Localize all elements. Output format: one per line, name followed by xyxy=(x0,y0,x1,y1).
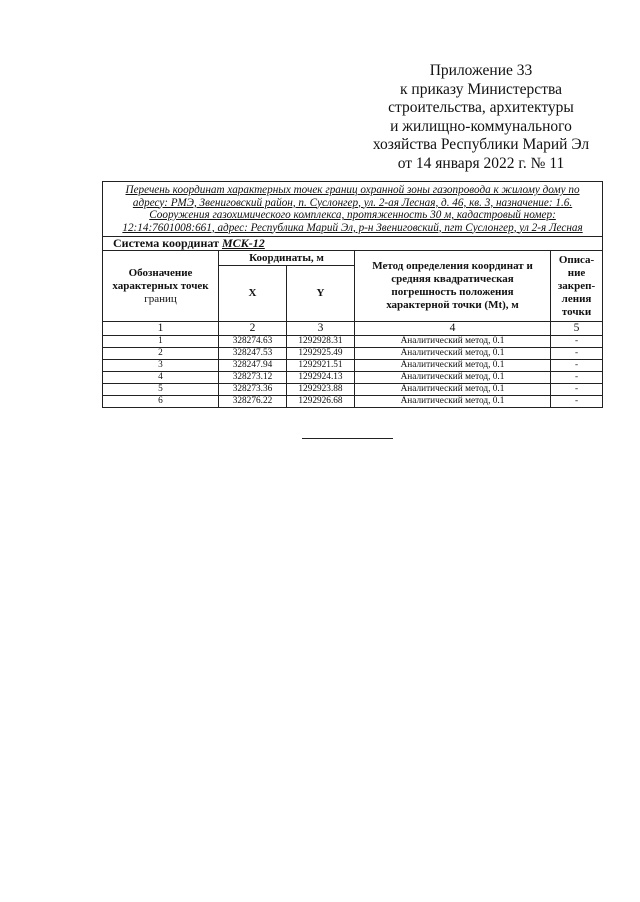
column-number: 2 xyxy=(219,322,287,336)
method-cell: Аналитический метод, 0.1 xyxy=(355,384,551,396)
coordinate-system-label: Система координат xyxy=(113,236,219,250)
header-text: Обозначение xyxy=(128,266,193,279)
y-cell: 1292928.31 xyxy=(287,336,355,348)
table-row xyxy=(103,336,603,348)
y-cell: 1292926.68 xyxy=(287,396,355,408)
coordinate-system xyxy=(103,237,603,251)
column-number: 4 xyxy=(355,322,551,336)
header-line: строительства, архитектуры xyxy=(388,99,574,117)
coords-header: Координаты, м xyxy=(219,251,355,266)
fixing-cell: - xyxy=(551,384,603,396)
header-text: Метод определения координат и xyxy=(372,260,533,272)
header-text: ления xyxy=(561,292,592,305)
table-row xyxy=(103,348,603,360)
header-row xyxy=(103,251,603,266)
x-cell: 328273.36 xyxy=(219,384,287,396)
y-cell: 1292921.51 xyxy=(287,360,355,372)
header-line: и жилищно-коммунального xyxy=(390,117,572,135)
x-cell: 328247.94 xyxy=(219,360,287,372)
method-cell: Аналитический метод, 0.1 xyxy=(355,336,551,348)
coordinate-system-value: МСК-12 xyxy=(221,236,265,250)
x-header: X xyxy=(219,266,287,322)
header-text: закреп- xyxy=(557,279,596,292)
caption-line: Перечень координат характерных точек границ охранной зоны газопровода к жилому дому по xyxy=(125,184,580,196)
y-cell: 1292924.13 xyxy=(287,372,355,384)
fixing-header xyxy=(551,251,603,322)
x-cell: 328273.12 xyxy=(219,372,287,384)
method-cell: Аналитический метод, 0.1 xyxy=(355,372,551,384)
header-text: точки xyxy=(561,305,592,318)
column-number: 5 xyxy=(551,322,603,336)
header-text: характерных точек xyxy=(112,279,209,292)
point-cell: 6 xyxy=(103,396,219,408)
fixing-cell: - xyxy=(551,336,603,348)
method-cell: Аналитический метод, 0.1 xyxy=(355,360,551,372)
y-cell: 1292925.49 xyxy=(287,348,355,360)
x-cell: 328274.63 xyxy=(219,336,287,348)
table-row xyxy=(103,384,603,396)
method-header xyxy=(355,251,551,322)
coordinate-system-row xyxy=(103,237,603,251)
caption-line: 12:14:7601008:661, адрес: Республика Марий Эл, р-н Звениговский, пгт Суслонгер, ул 2-я Лесная xyxy=(122,221,583,234)
column-number-row xyxy=(103,322,603,336)
method-cell: Аналитический метод, 0.1 xyxy=(355,396,551,408)
point-cell: 1 xyxy=(103,336,219,348)
fixing-cell: - xyxy=(551,372,603,384)
column-number: 1 xyxy=(103,322,219,336)
caption-line: адресу: РМЭ, Звениговский район, п. Суслонгер, ул. 2-ая Лесная, д. 46, кв. 3, назначение: 1.6. xyxy=(132,196,573,209)
table-caption-row xyxy=(103,182,603,237)
table-row xyxy=(103,360,603,372)
point-cell: 2 xyxy=(103,348,219,360)
method-cell: Аналитический метод, 0.1 xyxy=(355,348,551,360)
caption-line: Сооружения газохимического комплекса, протяженность 30 м, кадастровый номер: xyxy=(149,209,556,221)
header-text: характерной точки (Mt), м xyxy=(386,299,519,311)
x-cell: 328276.22 xyxy=(219,396,287,408)
table-caption xyxy=(103,182,603,237)
header-line: от 14 января 2022 г. № 11 xyxy=(397,154,565,172)
y-header: Y xyxy=(287,266,355,322)
table-row xyxy=(103,372,603,384)
header-text: Описа- xyxy=(558,253,595,266)
header-line: к приказу Министерства xyxy=(400,80,562,98)
appendix-header xyxy=(366,62,596,174)
header-line: Приложение 33 xyxy=(429,62,533,79)
end-of-document-rule xyxy=(302,438,393,439)
point-cell: 5 xyxy=(103,384,219,396)
x-cell: 328247.53 xyxy=(219,348,287,360)
point-cell: 4 xyxy=(103,372,219,384)
header-line: хозяйства Республики Марий Эл xyxy=(372,136,590,154)
fixing-cell: - xyxy=(551,396,603,408)
coordinates-table xyxy=(102,181,603,408)
header-text: средняя квадратическая xyxy=(391,273,514,285)
column-number: 3 xyxy=(287,322,355,336)
point-header xyxy=(103,251,219,322)
header-text: погрешность положения xyxy=(391,286,514,298)
header-text: границ xyxy=(144,292,177,305)
header-text: ние xyxy=(567,266,586,279)
fixing-cell: - xyxy=(551,348,603,360)
point-cell: 3 xyxy=(103,360,219,372)
table-row xyxy=(103,396,603,408)
y-cell: 1292923.88 xyxy=(287,384,355,396)
fixing-cell: - xyxy=(551,360,603,372)
